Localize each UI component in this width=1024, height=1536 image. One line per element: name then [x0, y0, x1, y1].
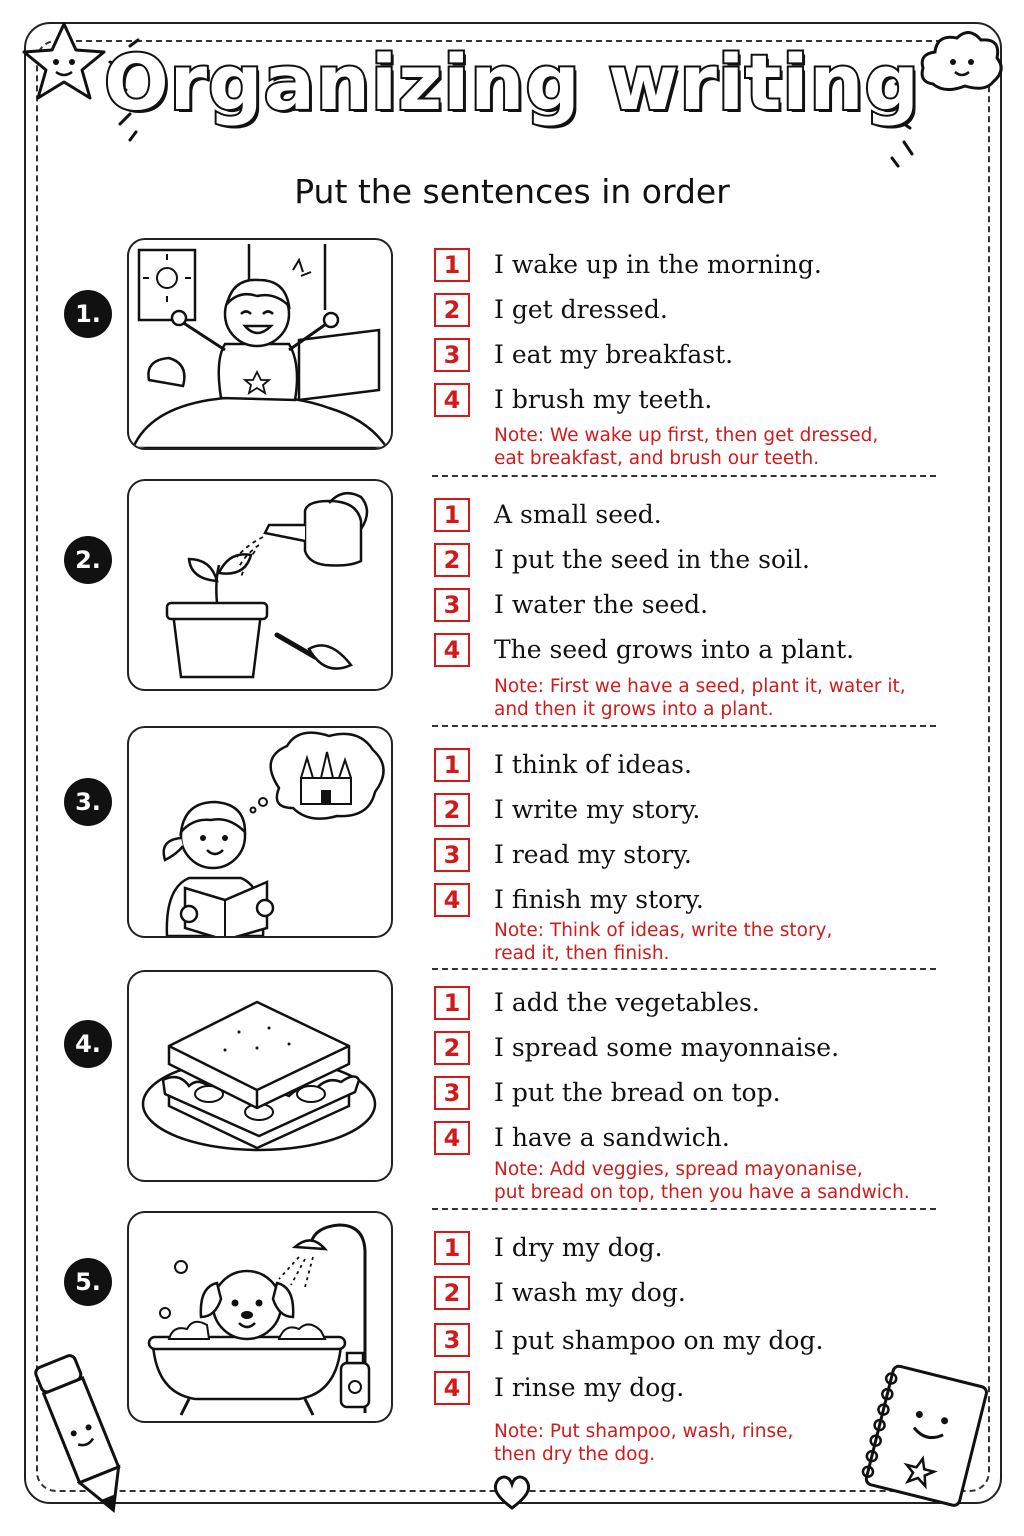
order-box[interactable]: 1: [434, 986, 470, 1020]
sentence-row: [434, 1025, 954, 1070]
sandwich-illustration: [127, 970, 393, 1182]
order-box[interactable]: 1: [434, 1231, 470, 1265]
sentence-text: I finish my story.: [494, 885, 704, 914]
sentence-row: [434, 877, 954, 922]
sentence-row: [434, 492, 954, 537]
order-box[interactable]: 3: [434, 1076, 470, 1110]
section-divider: [432, 475, 936, 477]
exercise-number: 5.: [64, 1258, 112, 1306]
sentence-text: I wash my dog.: [494, 1278, 686, 1307]
note-line: Note: First we have a seed, plant it, water it,: [494, 676, 906, 697]
order-box[interactable]: 4: [434, 883, 470, 917]
sentence-text: I eat my breakfast.: [494, 340, 734, 369]
exercise-number: 4.: [64, 1020, 112, 1068]
sentence-row: [434, 537, 954, 582]
heart-icon: [490, 1470, 534, 1514]
sentence-text: I rinse my dog.: [494, 1373, 685, 1402]
note-line: Note: We wake up first, then get dressed,: [494, 425, 879, 446]
sentence-row: [434, 742, 954, 787]
note-line: Note: Put shampoo, wash, rinse,: [494, 1421, 794, 1442]
sentence-row: [434, 582, 954, 627]
sentence-text: I think of ideas.: [494, 750, 692, 779]
sentence-row: [434, 1115, 954, 1160]
order-box[interactable]: 2: [434, 293, 470, 327]
order-box[interactable]: 4: [434, 1121, 470, 1155]
sentence-text: I get dressed.: [494, 295, 668, 324]
answer-note: [494, 1158, 954, 1204]
sentence-text: A small seed.: [494, 500, 662, 529]
section-divider: [432, 725, 936, 727]
sentence-text: I brush my teeth.: [494, 385, 713, 414]
page-subtitle: Put the sentences in order: [294, 172, 730, 211]
order-box[interactable]: 4: [434, 383, 470, 417]
sentence-text: The seed grows into a plant.: [494, 635, 855, 664]
sentence-row: [434, 1070, 954, 1115]
sentence-text: I put shampoo on my dog.: [494, 1325, 824, 1355]
order-box[interactable]: 2: [434, 793, 470, 827]
child-waking-up-illustration: [127, 238, 393, 450]
page-title: Organizing writing: [104, 38, 920, 127]
note-line: and then it grows into a plant.: [494, 699, 774, 720]
order-box[interactable]: 3: [434, 838, 470, 872]
exercise-number: 2.: [64, 536, 112, 584]
sentence-text: I read my story.: [494, 840, 692, 869]
note-line: then dry the dog.: [494, 1444, 656, 1465]
sentence-row: [434, 332, 954, 377]
sentence-text: I spread some mayonnaise.: [494, 1033, 840, 1062]
section-divider: [432, 968, 936, 970]
sentence-text: I wake up in the morning.: [494, 250, 822, 279]
dog-bath-illustration: [127, 1211, 393, 1423]
exercise-number: 1.: [64, 290, 112, 338]
answer-note: [494, 1420, 954, 1466]
sentence-row: [434, 980, 954, 1025]
plant-and-watering-can-illustration: [127, 479, 393, 691]
sentence-text: I have a sandwich.: [494, 1123, 730, 1152]
note-line: read it, then finish.: [494, 943, 670, 964]
sentence-text: I water the seed.: [494, 590, 709, 619]
sentence-list: [434, 492, 954, 672]
answer-note: [494, 675, 954, 721]
sentence-text: I put the bread on top.: [494, 1078, 781, 1107]
order-box[interactable]: 4: [434, 633, 470, 667]
note-line: eat breakfast, and brush our teeth.: [494, 448, 820, 469]
sentence-row: [434, 787, 954, 832]
order-box[interactable]: 1: [434, 248, 470, 282]
sentence-row: [434, 377, 954, 422]
order-box[interactable]: 2: [434, 1276, 470, 1310]
girl-reading-story-illustration: [127, 726, 393, 938]
order-box[interactable]: 3: [434, 588, 470, 622]
note-line: put bread on top, then you have a sandwich.: [494, 1182, 910, 1203]
order-box[interactable]: 1: [434, 498, 470, 532]
note-line: Note: Think of ideas, write the story,: [494, 920, 833, 941]
answer-note: [494, 424, 954, 470]
sentence-list: [434, 980, 954, 1160]
note-line: Note: Add veggies, spread mayonanise,: [494, 1159, 863, 1180]
sentence-row: [434, 1315, 954, 1365]
order-box[interactable]: 2: [434, 1031, 470, 1065]
sentence-row: [434, 287, 954, 332]
pencil-face-icon: [28, 1350, 138, 1520]
sentence-row: [434, 1270, 954, 1315]
sentence-list: [434, 1225, 954, 1410]
order-box[interactable]: 3: [434, 1323, 470, 1357]
sentence-text: I write my story.: [494, 795, 701, 824]
order-box[interactable]: 1: [434, 748, 470, 782]
sentence-text: I put the seed in the soil.: [494, 545, 810, 574]
sentence-row: [434, 832, 954, 877]
order-box[interactable]: 2: [434, 543, 470, 577]
section-divider: [432, 1208, 936, 1210]
sentence-row: [434, 242, 954, 287]
sentence-text: I dry my dog.: [494, 1233, 663, 1262]
order-box[interactable]: 3: [434, 338, 470, 372]
sentence-text: I add the vegetables.: [494, 988, 760, 1017]
answer-note: [494, 919, 954, 965]
sentence-row: [434, 627, 954, 672]
order-box[interactable]: 4: [434, 1371, 470, 1405]
sentence-row: [434, 1225, 954, 1270]
sentence-row: [434, 1365, 954, 1410]
sentence-list: [434, 242, 954, 422]
exercise-number: 3.: [64, 778, 112, 826]
sentence-list: [434, 742, 954, 922]
